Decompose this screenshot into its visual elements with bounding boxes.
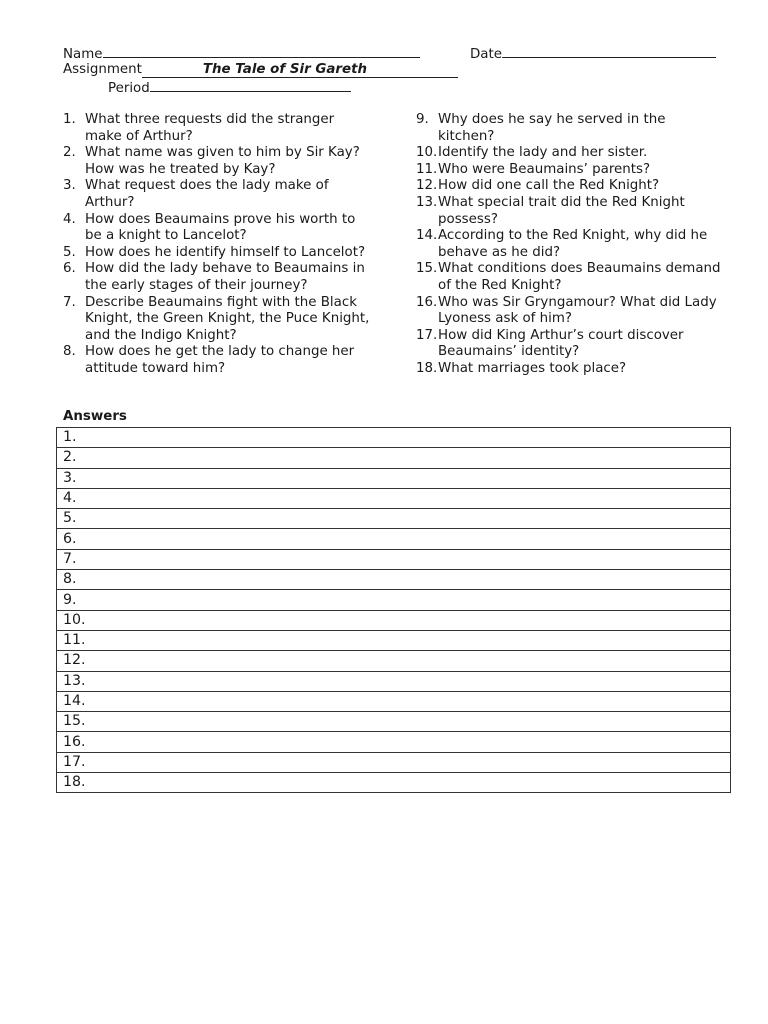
question-item <box>416 195 726 228</box>
answer-cell[interactable]: 12. <box>57 651 731 671</box>
question-number: 18. <box>416 360 438 376</box>
question-text: Describe Beaumains fight with the Black Knight, the Green Knight, the Puce Knight, and the Indigo Knight? <box>85 294 370 343</box>
answer-cell[interactable]: 4. <box>57 488 731 508</box>
answer-cell[interactable]: 8. <box>57 570 731 590</box>
questions-right-column <box>416 112 726 378</box>
question-number: 2. <box>63 145 76 161</box>
answer-cell[interactable]: 2. <box>57 448 731 468</box>
question-text: How does Beaumains prove his worth to be a knight to Lancelot? <box>85 211 356 244</box>
answer-row <box>57 590 731 610</box>
answers-heading: Answers <box>63 409 127 424</box>
question-item <box>416 261 726 294</box>
question-number: 17. <box>416 327 438 343</box>
date-field-row <box>470 45 716 63</box>
assignment-blank <box>142 62 458 78</box>
question-item <box>416 295 726 328</box>
date-label: Date <box>470 47 503 62</box>
answer-row <box>57 570 731 590</box>
period-field-row <box>108 79 351 97</box>
answer-cell[interactable]: 18. <box>57 773 731 793</box>
question-item <box>416 162 726 179</box>
question-text: Identify the lady and her sister. <box>438 145 648 161</box>
name-label: Name <box>63 47 103 62</box>
assignment-label: Assignment <box>63 62 142 77</box>
question-item <box>63 112 373 145</box>
answer-cell[interactable]: 6. <box>57 529 731 549</box>
questions-right-list <box>416 112 726 378</box>
question-item <box>416 178 726 195</box>
question-item <box>416 361 726 378</box>
question-number: 5. <box>63 244 76 260</box>
answer-row <box>57 549 731 569</box>
question-text: According to the Red Knight, why did he behave as he did? <box>438 228 708 260</box>
question-text: How does he get the lady to change her attitude toward him? <box>85 344 355 376</box>
questions-left-list <box>63 112 373 378</box>
question-text: What name was given to him by Sir Kay? How was he treated by Kay? <box>85 145 360 177</box>
question-text: What marriages took place? <box>438 360 627 376</box>
question-text: How does he identify himself to Lancelot? <box>85 244 366 260</box>
answer-cell[interactable]: 11. <box>57 630 731 650</box>
question-item <box>63 261 373 294</box>
question-item <box>416 328 726 361</box>
question-number: 15. <box>416 261 438 277</box>
answer-row <box>57 712 731 732</box>
question-number: 12. <box>416 178 438 194</box>
question-item <box>416 145 726 162</box>
question-text: What special trait did the Red Knight possess? <box>438 194 685 227</box>
question-number: 14. <box>416 228 438 244</box>
question-text: What three requests did the stranger make of Arthur? <box>85 112 335 144</box>
question-number: 16. <box>416 294 438 310</box>
answer-row <box>57 610 731 630</box>
answer-cell[interactable]: 9. <box>57 590 731 610</box>
question-item <box>63 295 373 345</box>
question-text: What request does the lady make of Arthur? <box>85 178 329 210</box>
answer-cell[interactable]: 1. <box>57 428 731 448</box>
question-item <box>63 344 373 377</box>
question-text: How did the lady behave to Beaumains in the early stages of their journey? <box>85 261 365 293</box>
question-number: 8. <box>63 344 76 360</box>
answer-cell[interactable]: 5. <box>57 509 731 529</box>
answer-row <box>57 691 731 711</box>
assignment-title: The Tale of Sir Gareth <box>202 62 368 77</box>
question-number: 6. <box>63 261 76 277</box>
question-number: 9. <box>416 112 429 127</box>
question-text: How did King Arthur’s court discover Beaumains’ identity? <box>438 327 684 360</box>
question-item <box>63 212 373 245</box>
answer-row <box>57 651 731 671</box>
question-item <box>416 112 726 145</box>
answer-row <box>57 448 731 468</box>
answer-row <box>57 488 731 508</box>
question-item <box>63 145 373 178</box>
question-text: Why does he say he served in the kitchen? <box>438 112 666 144</box>
question-number: 10. <box>416 145 438 161</box>
answer-cell[interactable]: 10. <box>57 610 731 630</box>
answer-row <box>57 468 731 488</box>
question-number: 4. <box>63 211 76 227</box>
name-field-row <box>63 45 420 63</box>
question-item <box>63 245 373 262</box>
period-blank[interactable] <box>150 79 351 92</box>
name-blank[interactable] <box>103 45 420 58</box>
answer-row <box>57 509 731 529</box>
answer-cell[interactable]: 17. <box>57 752 731 772</box>
question-item <box>416 228 726 261</box>
answer-cell[interactable]: 13. <box>57 671 731 691</box>
question-text: Who was Sir Gryngamour? What did Lady Lyoness ask of him? <box>438 294 717 327</box>
question-item <box>63 178 373 211</box>
answer-row <box>57 529 731 549</box>
question-text: Who were Beaumains’ parents? <box>438 161 651 177</box>
answers-table <box>56 427 731 793</box>
questions-left-column <box>63 112 373 378</box>
answer-cell[interactable]: 7. <box>57 549 731 569</box>
answer-cell[interactable]: 3. <box>57 468 731 488</box>
answer-row <box>57 671 731 691</box>
answer-row <box>57 773 731 793</box>
answer-row <box>57 428 731 448</box>
answer-cell[interactable]: 14. <box>57 691 731 711</box>
answer-row <box>57 752 731 772</box>
answer-cell[interactable]: 16. <box>57 732 731 752</box>
date-blank[interactable] <box>502 45 716 58</box>
question-number: 3. <box>63 178 76 194</box>
answer-cell[interactable]: 15. <box>57 712 731 732</box>
question-number: 11. <box>416 161 438 177</box>
question-number: 13. <box>416 194 438 210</box>
question-number: 1. <box>63 112 76 127</box>
question-text: What conditions does Beaumains demand of the Red Knight? <box>438 261 721 293</box>
assignment-field-row <box>63 62 458 78</box>
question-number: 7. <box>63 294 76 310</box>
question-text: How did one call the Red Knight? <box>438 178 660 194</box>
period-label: Period <box>108 81 150 96</box>
answer-row <box>57 630 731 650</box>
answer-row <box>57 732 731 752</box>
